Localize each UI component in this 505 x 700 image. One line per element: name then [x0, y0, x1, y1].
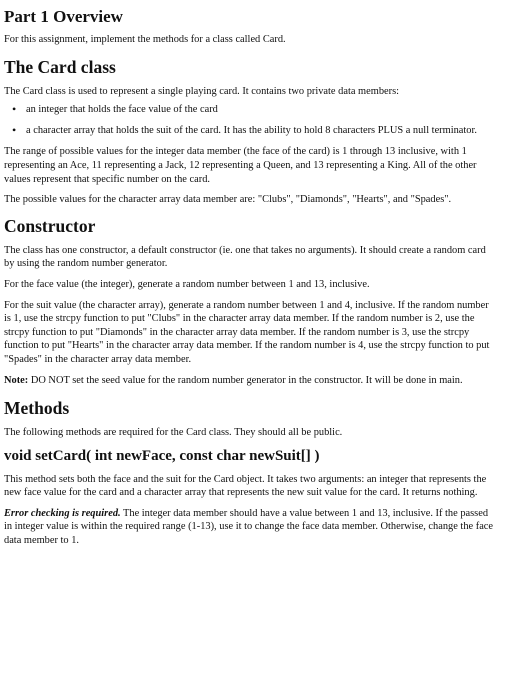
bullet-icon: • [12, 102, 17, 117]
suit-values-paragraph: The possible values for the character array data member are: "Clubs", "Diamonds", "Hearts", and "Spades". [4, 194, 452, 206]
note-text: DO NOT set the seed value for the random number generator in the constructor. It will be done in main. [28, 374, 463, 386]
note-label: Note: [4, 374, 29, 386]
intro-paragraph: For this assignment, implement the methods for a class called Card. [4, 34, 286, 45]
error-checking-label: Error checking is required. [4, 507, 121, 519]
part-title: Part 1 Overview [4, 7, 123, 26]
list-item [4, 103, 497, 117]
setcard-description: This method sets both the face and the suit for the Card object. It takes two arguments: an integer that represents the new face value for the card and a character array that represents the new suit value for the card. It returns nothing. [4, 473, 487, 499]
constructor-paragraph-2: For the face value (the integer), generate a random number between 1 and 13, inclusive. [4, 278, 370, 290]
list-item [4, 124, 497, 138]
methods-heading: Methods [4, 398, 70, 419]
list-item-text: an integer that holds the face value of the card [26, 104, 218, 116]
constructor-note [4, 374, 497, 388]
error-checking-text: The integer data member should have a value between 1 and 13, inclusive. If the passed in integer value is within the required range (1-13), use it to change the face data member. Otherwise, change the face data member to 1. [4, 507, 494, 547]
constructor-heading: Constructor [4, 215, 96, 236]
card-class-heading: The Card class [4, 56, 116, 77]
list-item-text: a character array that holds the suit of the card. It has the ability to hold 8 characters PLUS a null terminator. [26, 124, 477, 136]
constructor-paragraph-1: The class has one constructor, a default constructor (ie. one that takes no arguments). It should create a random card by using the random number generator. [4, 244, 486, 270]
methods-intro: The following methods are required for the Card class. They should all be public. [4, 427, 343, 439]
face-range-paragraph: The range of possible values for the integer data member (the face of the card) is 1 through 13 inclusive, with 1 representing an Ace, 11 representing a Jack, 12 representing a Queen, and 13 representing a King. All of the other values represent that specific number on the card. [4, 146, 477, 185]
card-class-description: The Card class is used to represent a single playing card. It contains two private data members: [4, 85, 400, 97]
constructor-paragraph-3: For the suit value (the character array), generate a random number between 1 and 4, inclusive. If the random number is 1, use the strcpy function to put "Clubs" in the character array data member. If the random number is 2, use the strcpy function to put "Diamonds" in the character array data member. If the random number is 3, use the strcpy function to put "Hearts" in the character array data member. If the random number is 4, use the strcpy function to put "Spades" in the character array data member. [4, 299, 490, 365]
setcard-method-heading: void setCard( int newFace, const char newSuit[] ) [4, 447, 320, 464]
data-members-list [4, 103, 497, 137]
error-checking-paragraph [4, 507, 497, 548]
bullet-icon: • [12, 122, 17, 137]
